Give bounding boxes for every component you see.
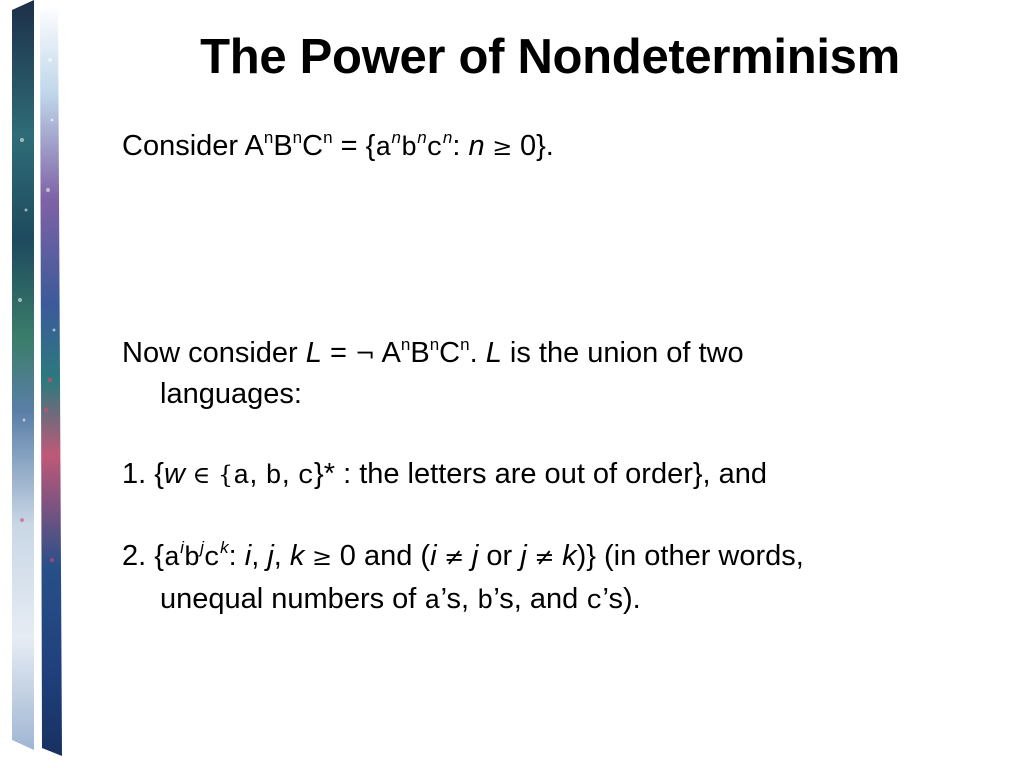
- continuation: languages:: [160, 378, 302, 410]
- list-item-1: [122, 454, 982, 497]
- symbol-a: a: [424, 587, 441, 617]
- text: }* : the letters are out of order}, and: [314, 458, 768, 490]
- text: )} (in other words,: [576, 540, 804, 572]
- superscript: n: [442, 128, 453, 147]
- text: 2. {: [122, 540, 164, 572]
- text: .: [469, 337, 486, 369]
- variable-L: L: [305, 337, 322, 369]
- symbol-b: b: [477, 587, 494, 617]
- superscript: k: [220, 538, 229, 557]
- element-of-symbol: ∈ {: [184, 461, 234, 489]
- symbol-c: c: [426, 134, 443, 164]
- variable-k: k: [289, 540, 305, 572]
- text: 0}.: [519, 130, 554, 162]
- text: ,: [249, 458, 266, 490]
- geq-symbol: ≥: [484, 133, 520, 161]
- superscript: i: [180, 538, 184, 557]
- superscript: n: [263, 128, 274, 147]
- variable-n: n: [468, 130, 485, 162]
- symbol-a: a: [163, 544, 181, 574]
- text: or: [478, 540, 521, 572]
- symbol-a: a: [375, 134, 392, 164]
- list-item-2: [122, 536, 982, 622]
- negation-symbol: ¬: [354, 340, 376, 368]
- superscript: n: [292, 128, 303, 147]
- symbol-c: c: [297, 462, 315, 492]
- symbol-c: c: [203, 544, 221, 574]
- decorative-art-strip: [12, 0, 64, 760]
- text: unequal numbers of: [160, 583, 425, 615]
- symbol-c: c: [586, 587, 603, 617]
- text: ,: [281, 458, 298, 490]
- text: B: [410, 337, 430, 369]
- variable-w: w: [163, 458, 185, 490]
- definition-anbncn: [122, 126, 982, 169]
- superscript: n: [460, 335, 470, 354]
- text: 0 and (: [339, 540, 431, 572]
- text: C: [302, 130, 324, 162]
- text: ,: [273, 540, 290, 572]
- variable-j: j: [267, 540, 274, 572]
- complement-language-intro: [122, 333, 982, 414]
- text: Now consider: [122, 337, 306, 369]
- superscript: n: [400, 335, 411, 354]
- text: is the union of two: [501, 337, 744, 369]
- symbol-b: b: [183, 544, 201, 574]
- superscript: n: [417, 128, 427, 147]
- text: =: [321, 337, 355, 369]
- text: ’s).: [602, 583, 641, 615]
- variable-L: L: [485, 337, 502, 369]
- superscript: n: [323, 128, 333, 147]
- variable-j: j: [471, 540, 479, 572]
- symbol-b: b: [265, 462, 282, 492]
- text: = {: [332, 130, 376, 162]
- text: A: [375, 337, 401, 369]
- superscript: n: [391, 128, 401, 147]
- text: Consider A: [122, 130, 264, 162]
- text: B: [273, 130, 293, 162]
- symbol-b: b: [400, 134, 418, 164]
- neq-symbol: ≠: [436, 543, 472, 571]
- neq-symbol: ≠: [526, 543, 563, 571]
- text: ,: [251, 540, 268, 572]
- variable-i: i: [430, 540, 437, 572]
- text: C: [439, 337, 461, 369]
- symbol-a: a: [233, 462, 250, 492]
- text: ’s, and: [493, 583, 587, 615]
- text: :: [228, 540, 245, 572]
- continuation: [122, 579, 982, 622]
- text: ’s,: [440, 583, 478, 615]
- variable-i: i: [244, 540, 252, 572]
- slide-title: The Power of Nondeterminism: [200, 30, 900, 84]
- variable-k: k: [562, 540, 577, 572]
- text: 1. {: [122, 458, 164, 490]
- text: :: [452, 130, 469, 162]
- superscript: n: [429, 335, 440, 354]
- superscript: j: [200, 538, 204, 557]
- geq-symbol: ≥: [304, 543, 340, 571]
- variable-j: j: [520, 540, 527, 572]
